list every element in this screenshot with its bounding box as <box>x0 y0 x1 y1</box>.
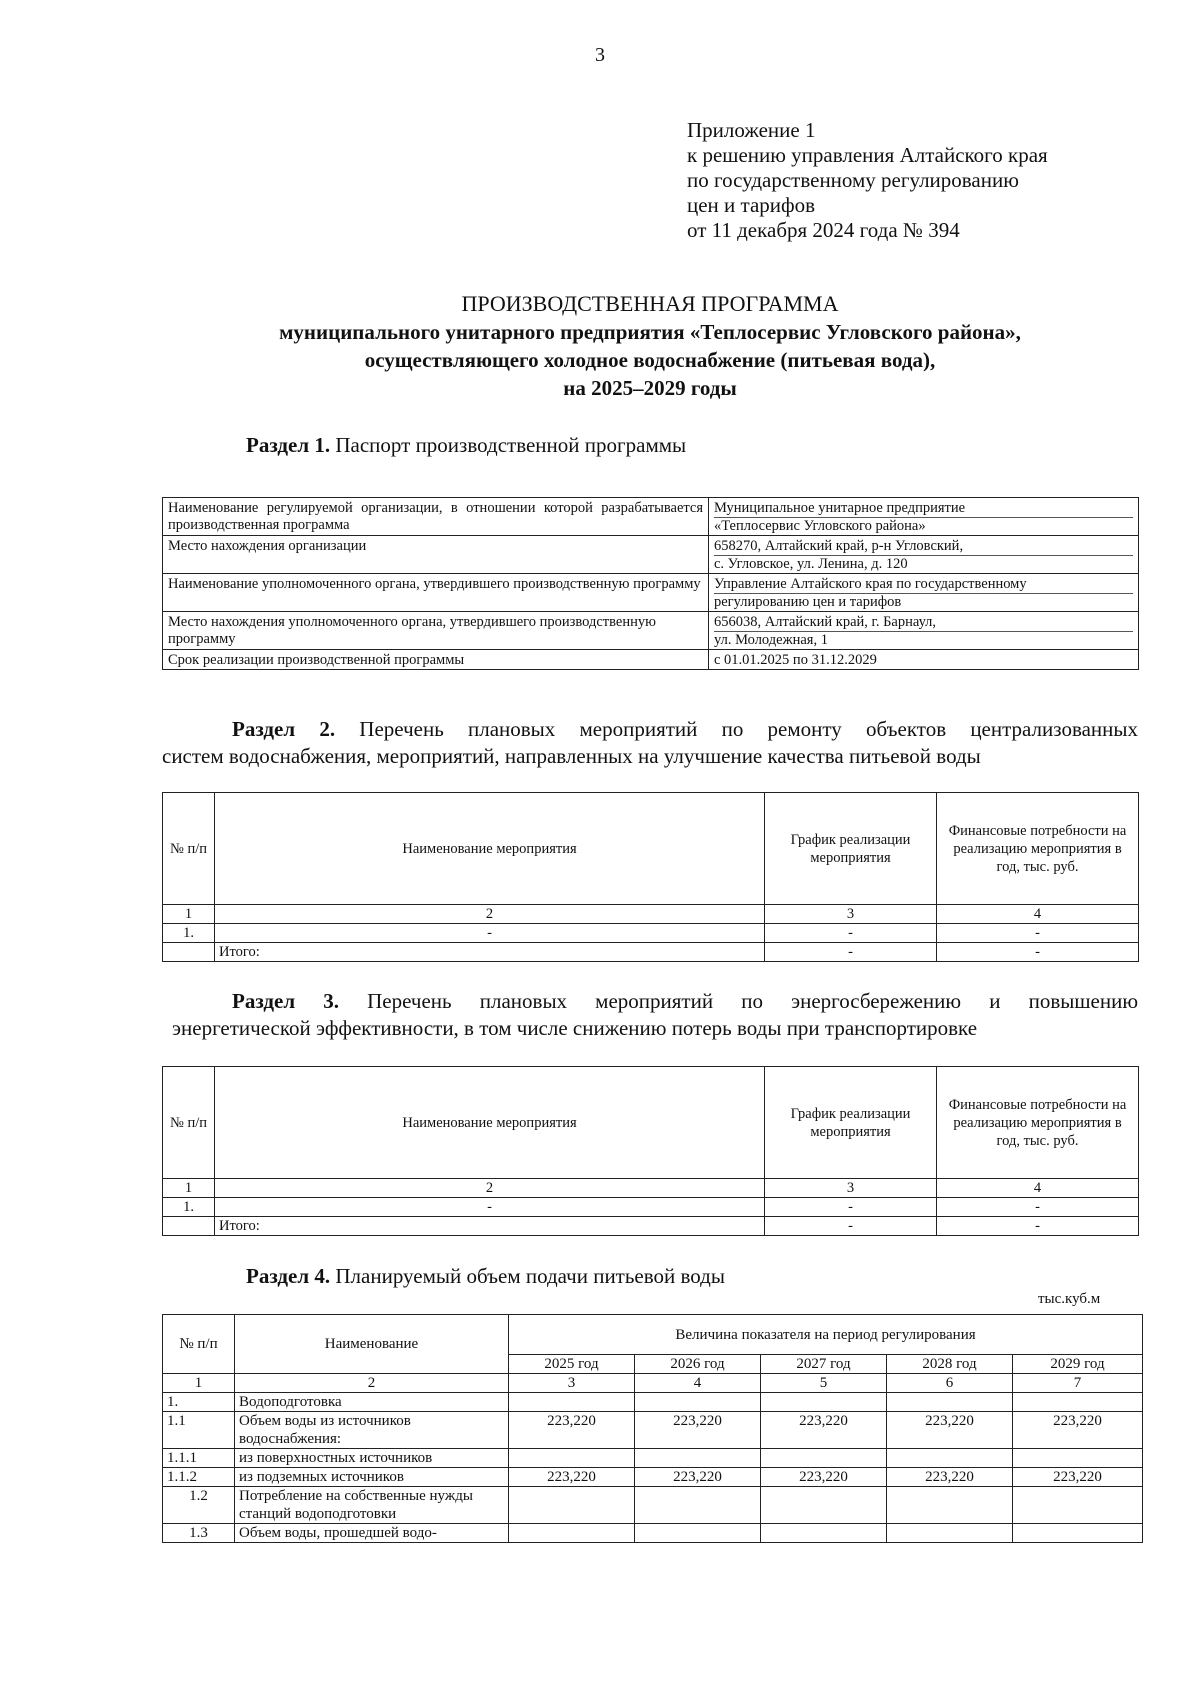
table-header-row <box>163 1315 1143 1355</box>
row-value <box>1013 1393 1143 1412</box>
col-number: 1 <box>163 905 215 924</box>
section4-label: Раздел 4. <box>246 1264 331 1288</box>
row-finance: - <box>937 924 1139 943</box>
passport-value-line: регулированию цен и тарифов <box>714 594 902 610</box>
row-num: 1.3 <box>163 1524 235 1543</box>
row-value <box>887 1487 1013 1524</box>
row-num: 1. <box>163 1198 215 1217</box>
row-value <box>635 1524 761 1543</box>
passport-name: Место нахождения организации <box>163 536 709 574</box>
section3-label: Раздел 3. <box>232 989 339 1013</box>
water-volume-table <box>162 1314 1143 1543</box>
passport-value-line: с. Угловское, ул. Ленина, д. 120 <box>714 556 908 572</box>
passport-value-line: «Теплосервис Угловского района» <box>714 518 926 534</box>
section4-heading <box>246 1263 725 1290</box>
header-name: Наименование мероприятия <box>215 793 765 905</box>
total-finance: - <box>937 1217 1139 1236</box>
row-schedule: - <box>765 924 937 943</box>
year-header: 2028 год <box>887 1355 1013 1374</box>
total-finance: - <box>937 943 1139 962</box>
row-value <box>509 1393 635 1412</box>
col-number: 4 <box>937 1179 1139 1198</box>
col-number: 3 <box>765 905 937 924</box>
column-number-row <box>163 905 1139 924</box>
total-schedule: - <box>765 943 937 962</box>
title-line: ПРОИЗВОДСТВЕННАЯ ПРОГРАММА <box>461 291 839 316</box>
row-value: 223,220 <box>635 1412 761 1449</box>
program-title <box>120 290 1180 402</box>
total-label: Итого: <box>215 1217 765 1236</box>
header-finance: Финансовые потребности на реализацию мероприятия в год, тыс. руб. <box>937 793 1139 905</box>
passport-value-line: Управление Алтайского края по государственному <box>714 576 1133 594</box>
table-row <box>163 536 1139 574</box>
row-value <box>509 1449 635 1468</box>
row-value <box>887 1393 1013 1412</box>
section1-heading <box>246 432 686 459</box>
col-number: 3 <box>765 1179 937 1198</box>
table-row <box>163 1524 1143 1543</box>
table-header-row <box>163 793 1139 905</box>
col-number: 4 <box>635 1374 761 1393</box>
year-header: 2026 год <box>635 1355 761 1374</box>
row-value: 223,220 <box>761 1468 887 1487</box>
title-line: осуществляющего холодное водоснабжение (питьевая вода), <box>364 348 936 372</box>
row-value <box>887 1524 1013 1543</box>
passport-name: Наименование регулируемой организации, в отношении которой разрабатывается производственная программа <box>163 498 709 536</box>
header-schedule: График реализации мероприятия <box>765 1067 937 1179</box>
row-value: 223,220 <box>635 1468 761 1487</box>
table-row <box>163 650 1139 670</box>
energy-measures-table <box>162 1066 1139 1236</box>
header-name: Наименование мероприятия <box>215 1067 765 1179</box>
row-num: 1.1.1 <box>163 1449 235 1468</box>
passport-name: Срок реализации производственной программы <box>163 650 709 670</box>
total-schedule: - <box>765 1217 937 1236</box>
column-number-row <box>163 1374 1143 1393</box>
table-row <box>163 1449 1143 1468</box>
row-value <box>635 1487 761 1524</box>
table-row <box>163 924 1139 943</box>
col-number: 2 <box>215 1179 765 1198</box>
passport-table <box>162 497 1139 670</box>
appendix-line: Приложение 1 <box>687 118 816 142</box>
row-value <box>761 1449 887 1468</box>
table-row <box>163 574 1139 612</box>
year-header: 2029 год <box>1013 1355 1143 1374</box>
col-number: 1 <box>163 1179 215 1198</box>
passport-name: Место нахождения уполномоченного органа, утвердившего производственную программу <box>163 612 709 650</box>
appendix-line: по государственному регулированию <box>687 168 1019 192</box>
header-num: № п/п <box>163 793 215 905</box>
total-label: Итого: <box>215 943 765 962</box>
passport-value <box>709 536 1139 574</box>
row-value: 223,220 <box>1013 1468 1143 1487</box>
row-schedule: - <box>765 1198 937 1217</box>
repair-measures-table <box>162 792 1139 962</box>
row-value <box>761 1524 887 1543</box>
passport-value <box>709 612 1139 650</box>
table-header-row <box>163 1067 1139 1179</box>
row-num: 1.1 <box>163 1412 235 1449</box>
passport-value-line: 658270, Алтайский край, р-н Угловский, <box>714 538 1133 556</box>
unit-label: тыс.куб.м <box>1038 1291 1101 1307</box>
title-line: на 2025–2029 годы <box>563 376 737 400</box>
section1-label: Раздел 1. <box>246 433 331 457</box>
section2-line2: систем водоснабжения, мероприятий, направленных на улучшение качества питьевой воды <box>162 744 981 768</box>
table-row <box>163 1412 1143 1449</box>
total-row <box>163 943 1139 962</box>
appendix-line: к решению управления Алтайского края <box>687 143 1048 167</box>
row-name: - <box>215 1198 765 1217</box>
row-value <box>635 1449 761 1468</box>
row-value: 223,220 <box>887 1468 1013 1487</box>
column-number-row <box>163 1179 1139 1198</box>
col-number: 6 <box>887 1374 1013 1393</box>
row-num: 1. <box>163 924 215 943</box>
row-name: Объем воды из источников водоснабжения: <box>235 1412 509 1449</box>
row-num: 1.1.2 <box>163 1468 235 1487</box>
header-name: Наименование <box>235 1315 509 1374</box>
header-num: № п/п <box>163 1315 235 1374</box>
row-value <box>1013 1449 1143 1468</box>
row-value: 223,220 <box>761 1412 887 1449</box>
passport-value <box>709 574 1139 612</box>
header-finance: Финансовые потребности на реализацию мероприятия в год, тыс. руб. <box>937 1067 1139 1179</box>
col-number: 2 <box>235 1374 509 1393</box>
header-schedule: График реализации мероприятия <box>765 793 937 905</box>
row-value: 223,220 <box>509 1468 635 1487</box>
passport-name: Наименование уполномоченного органа, утвердившего производственную программу <box>163 574 709 612</box>
row-name: Водоподготовка <box>235 1393 509 1412</box>
row-value: 223,220 <box>887 1412 1013 1449</box>
title-line: муниципального унитарного предприятия «Теплосервис Угловского района», <box>279 320 1021 344</box>
appendix-line: цен и тарифов <box>687 193 816 217</box>
row-value <box>1013 1487 1143 1524</box>
section3-line1 <box>162 988 1138 1015</box>
row-name: Объем воды, прошедшей водо- <box>235 1524 509 1543</box>
row-value: 223,220 <box>1013 1412 1143 1449</box>
header-period: Величина показателя на период регулирования <box>509 1315 1143 1355</box>
row-value <box>635 1393 761 1412</box>
row-value <box>887 1449 1013 1468</box>
passport-value-line: Муниципальное унитарное предприятие <box>714 500 1133 518</box>
page-number: 3 <box>595 44 605 66</box>
table-row <box>163 612 1139 650</box>
section2-line1 <box>162 716 1138 743</box>
row-name: из поверхностных источников <box>235 1449 509 1468</box>
table-row <box>163 1393 1143 1412</box>
row-finance: - <box>937 1198 1139 1217</box>
year-header: 2027 год <box>761 1355 887 1374</box>
col-number: 2 <box>215 905 765 924</box>
row-name: из подземных источников <box>235 1468 509 1487</box>
passport-value-line: ул. Молодежная, 1 <box>714 632 828 648</box>
section3-line1-text: Перечень плановых мероприятий по энергосбережению и повышению <box>367 989 1139 1013</box>
year-header: 2025 год <box>509 1355 635 1374</box>
row-name: - <box>215 924 765 943</box>
col-number: 7 <box>1013 1374 1143 1393</box>
passport-value-line: 656038, Алтайский край, г. Барнаул, <box>714 614 1133 632</box>
header-num: № п/п <box>163 1067 215 1179</box>
section1-text: Паспорт производственной программы <box>335 433 687 457</box>
section2-label: Раздел 2. <box>232 717 336 741</box>
row-num: 1. <box>163 1393 235 1412</box>
row-num: 1.2 <box>163 1487 235 1524</box>
total-row <box>163 1217 1139 1236</box>
table-row <box>163 1468 1143 1487</box>
section3-line2: энергетической эффективности, в том числе снижению потерь воды при транспортировке <box>172 1016 978 1040</box>
appendix-line: от 11 декабря 2024 года № 394 <box>687 218 960 242</box>
section3-heading <box>162 988 1138 1042</box>
row-value <box>509 1487 635 1524</box>
row-value <box>509 1524 635 1543</box>
section4-text: Планируемый объем подачи питьевой воды <box>335 1264 725 1288</box>
row-value <box>761 1393 887 1412</box>
row-value: 223,220 <box>509 1412 635 1449</box>
table-row <box>163 1198 1139 1217</box>
col-number: 1 <box>163 1374 235 1393</box>
passport-value: с 01.01.2025 по 31.12.2029 <box>709 650 1139 670</box>
appendix-block <box>687 118 1048 243</box>
col-number: 5 <box>761 1374 887 1393</box>
passport-value <box>709 498 1139 536</box>
table-row <box>163 1487 1143 1524</box>
col-number: 4 <box>937 905 1139 924</box>
row-value <box>761 1487 887 1524</box>
section2-heading <box>162 716 1138 770</box>
col-number: 3 <box>509 1374 635 1393</box>
section2-line1-text: Перечень плановых мероприятий по ремонту объектов централизованных <box>359 717 1138 741</box>
row-value <box>1013 1524 1143 1543</box>
table-row <box>163 498 1139 536</box>
row-name: Потребление на собственные нужды станций водоподготовки <box>235 1487 509 1524</box>
